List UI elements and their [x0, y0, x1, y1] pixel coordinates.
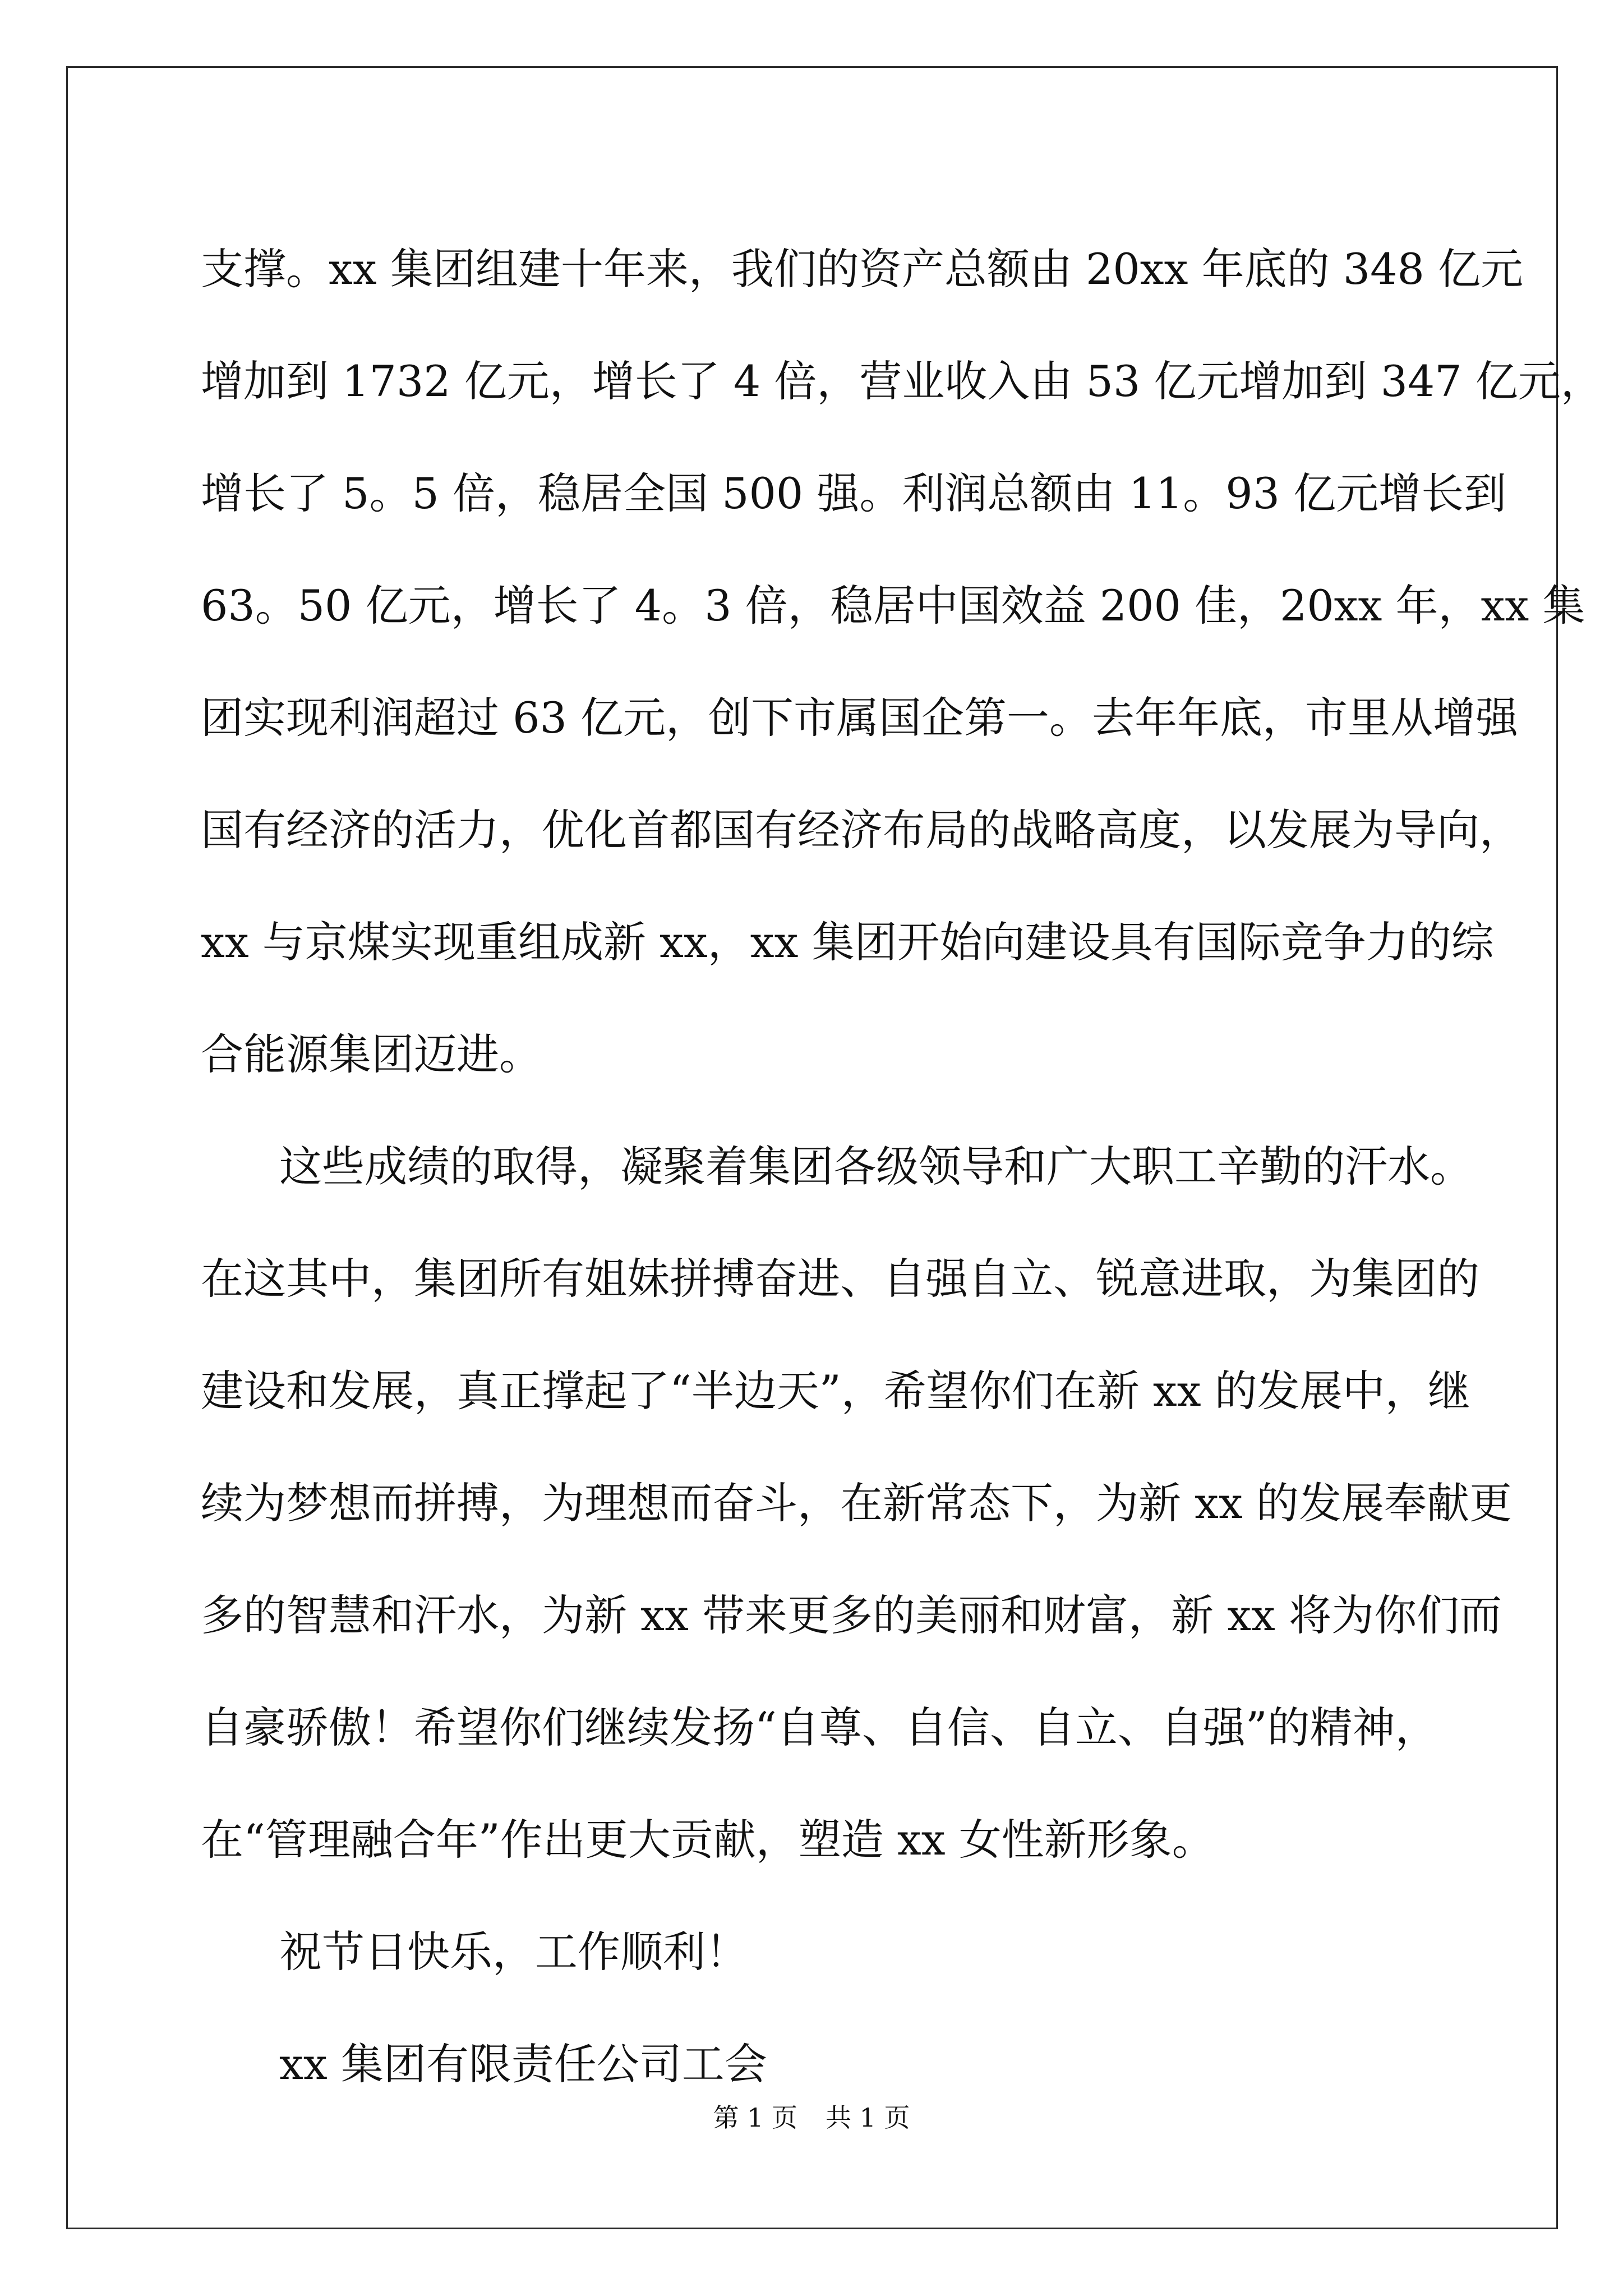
paragraph-2 [201, 1111, 1513, 1896]
paragraph-1 [201, 213, 1603, 1111]
page-footer [0, 2101, 1623, 2134]
closing-line: 祝节日快乐，工作顺利！ [279, 1927, 748, 1977]
signature-line: xx 集团有限责任公司工会 [279, 2039, 767, 2089]
text-line: 在“管理融合年”作出更大贡献，塑造 xx 女性新形象。 [201, 1815, 1215, 1865]
text-line: 多的智慧和汗水，为新 xx 带来更多的美丽和财富，新 xx 将为你们而 [201, 1590, 1502, 1640]
text-line: 合能源集团迈进。 [201, 1029, 542, 1079]
text-line: 团实现利润超过 63 亿元，创下市属国企第一。去年年底，市里从增强 [201, 693, 1519, 743]
text-line: 自豪骄傲！希望你们继续发扬“自尊、自信、自立、自强”的精神， [201, 1703, 1438, 1752]
text-line: 在这其中，集团所有姐妹拼搏奋进、自强自立、锐意进取，为集团的 [201, 1254, 1479, 1304]
text-line: 63。50 亿元，增长了 4。3 倍，稳居中国效益 200 佳，20xx 年，xx 集 [201, 581, 1585, 631]
text-line: xx 与京煤实现重组成新 xx，xx 集团开始向建设具有国际竞争力的综 [201, 917, 1494, 967]
text-line: 增长了 5。5 倍，稳居全国 500 强。利润总额由 11。93 亿元增长到 [201, 468, 1507, 518]
text-line: 国有经济的活力，优化首都国有经济布局的战略高度，以发展为导向， [201, 805, 1522, 855]
text-line: 支撑。xx 集团组建十年来，我们的资产总额由 20xx 年底的 348 亿元 [201, 244, 1524, 294]
document-body [201, 213, 1603, 2120]
text-line: 续为梦想而拼搏，为理想而奋斗，在新常态下，为新 xx 的发展奉献更 [201, 1478, 1513, 1528]
text-line: 这些成绩的取得，凝聚着集团各级领导和广大职工辛勤的汗水。 [279, 1142, 1473, 1191]
text-line: 增加到 1732 亿元，增长了 4 倍，营业收入由 53 亿元增加到 347 亿元， [201, 356, 1603, 406]
page-number: 第 1 页 [713, 2102, 797, 2133]
text-line: 建设和发展，真正撑起了“半边天”，希望你们在新 xx 的发展中，继 [201, 1366, 1470, 1416]
page-total: 共 1 页 [826, 2102, 910, 2133]
